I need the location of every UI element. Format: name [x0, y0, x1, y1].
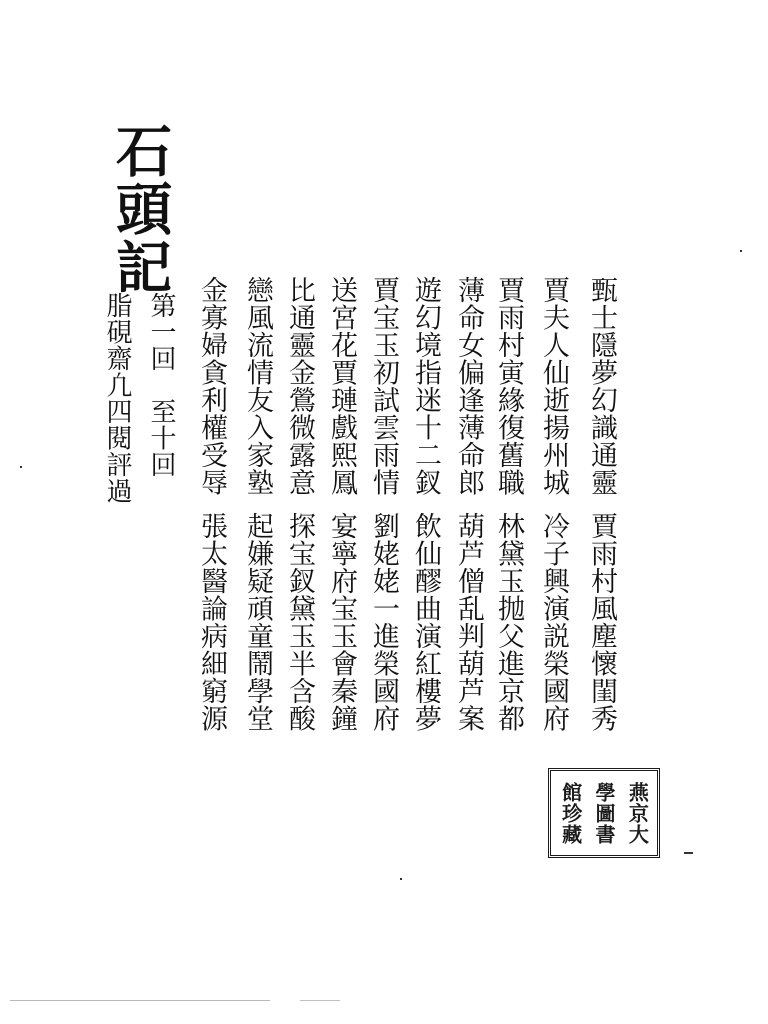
scan-speck — [400, 878, 402, 880]
scan-speck — [684, 852, 693, 854]
scan-speck — [740, 250, 742, 252]
chapter-title-14: 宴寧府宝玉會秦鐘 — [326, 512, 357, 732]
chapter-title-17: 戀風流情友入家塾 — [242, 276, 273, 496]
seal-column: 館珍藏 — [558, 781, 583, 845]
chapter-title-10: 飲仙醪曲演紅樓夢 — [410, 512, 441, 732]
library-seal-stamp — [548, 768, 660, 858]
volume-range: 第一回 至十回 — [146, 292, 176, 478]
chapter-title-15: 比通靈金鶯微露意 — [284, 276, 315, 496]
chapter-title-1: 甄士隱夢幻識通靈 — [586, 276, 617, 496]
chapter-title-16: 探宝釵黛玉半含酸 — [284, 512, 315, 732]
chapter-title-12: 劉姥姥一進榮國府 — [368, 512, 399, 732]
chapter-title-4: 冷子興演説榮國府 — [538, 512, 569, 732]
chapter-title-9: 遊幻境指迷十二釵 — [410, 276, 441, 496]
seal-column: 燕京大 — [625, 781, 650, 845]
chapter-title-3: 賈夫人仙逝揚州城 — [538, 276, 569, 496]
chapter-title-18: 起嫌疑頑童鬧學堂 — [242, 512, 273, 732]
book-title: 石頭記 — [107, 122, 173, 296]
chapter-title-6: 林黛玉抛父進京都 — [493, 512, 524, 732]
chapter-title-20: 張太醫論病細窮源 — [196, 512, 227, 732]
scan-speck — [20, 466, 22, 468]
chapter-title-13: 送宮花賈璉戲熙鳳 — [326, 276, 357, 496]
commentary-note: 脂硯齋凢四閱評過 — [102, 292, 132, 504]
chapter-title-8: 葫芦僧乱判葫芦案 — [453, 512, 484, 732]
chapter-title-19: 金寡婦貪利權受辱 — [196, 276, 227, 496]
scan-speck — [10, 1000, 270, 1001]
chapter-title-11: 賈宝玉初試雲雨情 — [368, 276, 399, 496]
chapter-title-7: 薄命女偏逢薄命郎 — [453, 276, 484, 496]
scan-speck — [300, 1000, 340, 1001]
chapter-title-2: 賈雨村風塵懷閨秀 — [586, 512, 617, 732]
seal-column: 學圖書 — [591, 781, 616, 845]
chapter-title-5: 賈雨村寅緣復舊職 — [493, 276, 524, 496]
